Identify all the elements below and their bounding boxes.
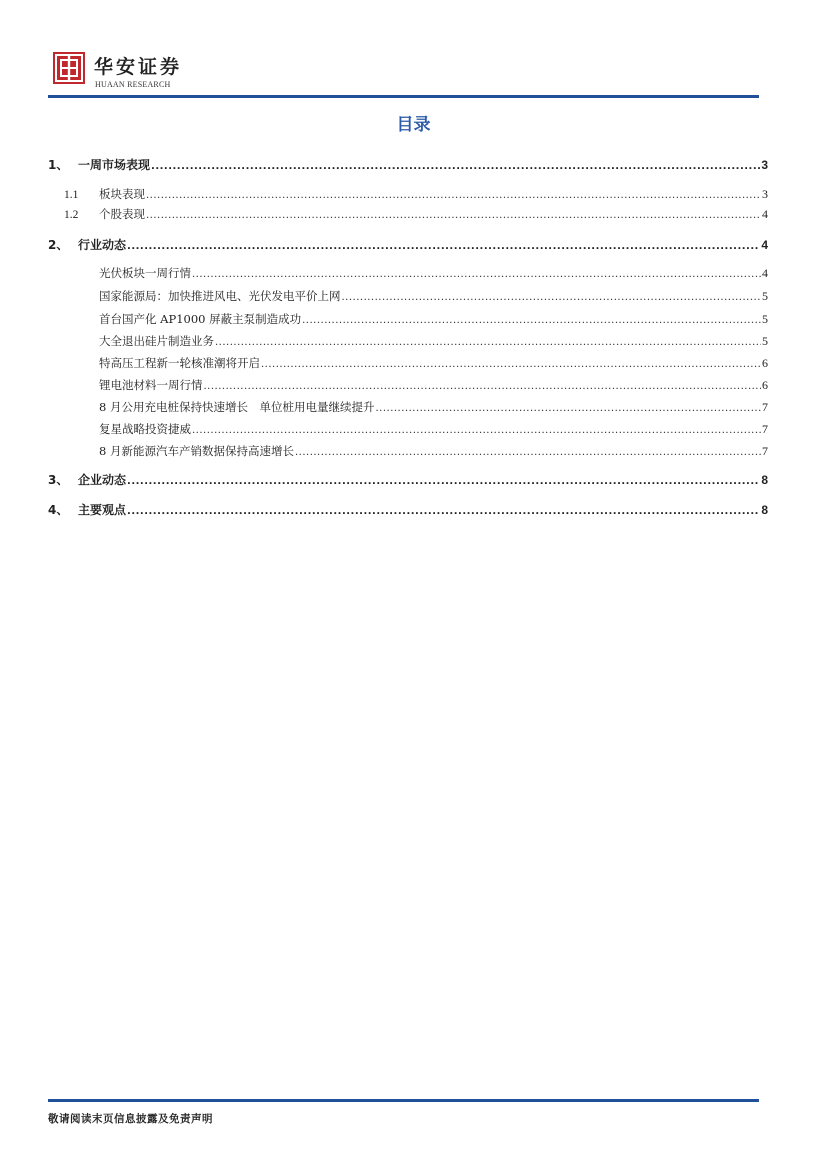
header-divider bbox=[48, 95, 759, 98]
toc-entry-text: 光伏板块一周行情 bbox=[99, 266, 191, 280]
toc-leader-dots bbox=[127, 506, 760, 518]
toc-entry-page: 4 bbox=[761, 238, 768, 252]
toc-entry-page: 4 bbox=[762, 266, 768, 280]
toc-leader-dots bbox=[192, 269, 761, 281]
toc-entry-page: 7 bbox=[762, 422, 768, 436]
toc-entry[interactable] bbox=[99, 311, 768, 329]
toc-entry[interactable] bbox=[99, 377, 768, 395]
toc-entry-text: 8 月新能源汽车产销数据保持高速增长 bbox=[99, 444, 294, 458]
toc-entry[interactable] bbox=[48, 501, 768, 519]
huaan-seal-icon bbox=[52, 51, 86, 85]
toc-leader-dots bbox=[342, 292, 762, 304]
toc-entry-number: 1.1 bbox=[64, 189, 79, 201]
toc-entry-text: 国家能源局：加快推进风电、光伏发电平价上网 bbox=[99, 289, 341, 303]
footer-divider bbox=[48, 1099, 759, 1102]
toc-leader-dots bbox=[127, 241, 760, 253]
toc-entry-number: 3、 bbox=[48, 473, 69, 487]
toc-entry-number: 2、 bbox=[48, 238, 69, 252]
toc-entry-number: 1.2 bbox=[64, 209, 79, 221]
toc-leader-dots bbox=[192, 425, 761, 437]
toc-entry[interactable] bbox=[99, 399, 768, 417]
toc-entry[interactable] bbox=[64, 206, 768, 224]
toc-entry-text: 板块表现 bbox=[99, 187, 145, 201]
brand-name-en: HUAAN RESEARCH bbox=[95, 80, 171, 89]
toc-entry-text: 大全退出硅片制造业务 bbox=[99, 334, 214, 348]
toc-entry-page: 6 bbox=[762, 378, 768, 392]
toc-entry[interactable] bbox=[99, 333, 768, 351]
toc-entry[interactable] bbox=[48, 156, 768, 174]
toc-entry-text: 首台国产化 AP1000 屏蔽主泵制造成功 bbox=[99, 312, 302, 326]
toc-leader-dots bbox=[151, 161, 760, 173]
toc-entry-text: 企业动态 bbox=[78, 473, 127, 487]
toc-entry-text: 复星战略投资捷威 bbox=[99, 422, 191, 436]
toc-leader-dots bbox=[215, 337, 761, 349]
toc-entry[interactable] bbox=[99, 288, 768, 306]
toc-leader-dots bbox=[295, 447, 761, 459]
toc-entry-page: 8 bbox=[761, 503, 768, 517]
toc-entry-page: 5 bbox=[762, 289, 768, 303]
toc-entry-text: 个股表现 bbox=[99, 207, 145, 221]
toc-leader-dots bbox=[146, 210, 761, 222]
toc-entry[interactable] bbox=[48, 471, 768, 489]
toc-entry-page: 4 bbox=[762, 207, 768, 221]
toc-title: 目录 bbox=[396, 115, 431, 135]
toc-entry-page: 7 bbox=[762, 444, 768, 458]
brand-name-cn: 华安证券 bbox=[94, 56, 183, 78]
footer-disclaimer: 敬请阅读末页信息披露及免责声明 bbox=[48, 1113, 213, 1125]
toc-entry-page: 3 bbox=[761, 158, 768, 172]
toc-entry[interactable] bbox=[99, 421, 768, 439]
toc-entry-text: 行业动态 bbox=[78, 238, 127, 252]
toc-entry[interactable] bbox=[64, 186, 768, 204]
toc-leader-dots bbox=[127, 476, 760, 488]
toc-entry[interactable] bbox=[99, 265, 768, 283]
toc-leader-dots bbox=[375, 403, 761, 415]
toc-leader-dots bbox=[146, 190, 761, 202]
toc-entry-page: 8 bbox=[761, 473, 768, 487]
toc-entry-text: 8 月公用充电桩保持快速增长 单位桩用电量继续提升 bbox=[99, 400, 375, 414]
toc-entry-text: 一周市场表现 bbox=[78, 158, 151, 172]
toc-entry-page: 7 bbox=[762, 400, 768, 414]
toc-entry-number: 1、 bbox=[48, 158, 69, 172]
toc-entry-number: 4、 bbox=[48, 503, 69, 517]
toc-entry[interactable] bbox=[99, 355, 768, 373]
toc-leader-dots bbox=[204, 381, 762, 393]
toc-entry[interactable] bbox=[99, 443, 768, 461]
toc-leader-dots bbox=[261, 359, 761, 371]
toc-entry-text: 锂电池材料一周行情 bbox=[99, 378, 203, 392]
toc-entry-page: 5 bbox=[762, 312, 768, 326]
toc-leader-dots bbox=[302, 315, 761, 327]
toc-entry-page: 3 bbox=[762, 187, 768, 201]
toc-entry-text: 主要观点 bbox=[78, 503, 127, 517]
toc-entry-text: 特高压工程新一轮核准潮将开启 bbox=[99, 356, 260, 370]
toc-entry-page: 5 bbox=[762, 334, 768, 348]
toc-entry-page: 6 bbox=[762, 356, 768, 370]
toc-entry[interactable] bbox=[48, 236, 768, 254]
